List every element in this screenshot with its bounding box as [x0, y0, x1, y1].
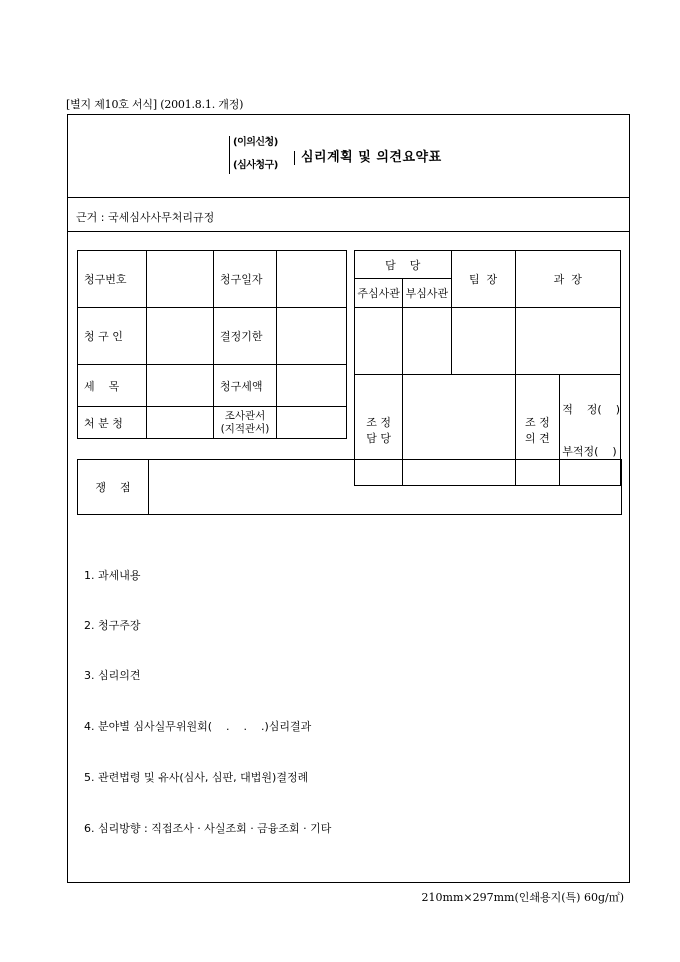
main-examiner-sign[interactable] — [355, 308, 403, 375]
issue-table — [77, 459, 622, 515]
claim-date-label: 청구일자 — [214, 251, 277, 308]
section-chief-sign[interactable] — [515, 308, 620, 375]
proper-option[interactable]: 적 정( ) — [562, 403, 620, 416]
case-info-table — [77, 250, 347, 439]
investigating-office-label-line2: (지적관서) — [220, 422, 270, 435]
investigating-office-label — [214, 407, 277, 439]
adjust-opinion-label-line2: 의 견 — [525, 432, 550, 445]
basis-divider-line — [68, 231, 629, 232]
team-leader-label: 팀 장 — [451, 251, 515, 308]
section-review-direction: 6. 심리방향 : 직접조사 · 사실조회 · 금융조회 · 기타 — [84, 822, 332, 835]
decision-deadline-label: 결정기한 — [214, 308, 277, 365]
issue-value[interactable] — [149, 460, 622, 515]
adjust-opinion-label-line1: 조 정 — [525, 416, 550, 429]
section-claim-assertion: 2. 청구주장 — [84, 619, 141, 632]
approval-table — [354, 250, 621, 486]
claim-tax-amount-label: 청구세액 — [214, 365, 277, 407]
form-frame — [67, 114, 630, 883]
paper-size-note: 210mm×297mm(인쇄용지(특) 60g/㎡) — [421, 891, 624, 904]
page-title-text: 심리계획 및 의견요약표 — [301, 150, 442, 165]
investigating-office-value[interactable] — [277, 407, 347, 439]
title-option-review: (심사청구) — [233, 160, 278, 171]
title-divider-line — [68, 197, 629, 198]
sub-examiner-label: 부심사관 — [403, 279, 451, 308]
sub-examiner-sign[interactable] — [403, 308, 451, 375]
adjust-charge-label-line1: 조 정 — [366, 416, 391, 429]
title-divider — [294, 151, 295, 165]
disposing-office-label: 처 분 청 — [78, 407, 147, 439]
disposing-office-value[interactable] — [147, 407, 214, 439]
section-committee-result: 4. 분야별 심사실무위원회( . . .)심리결과 — [84, 720, 312, 733]
section-chief-label: 과 장 — [515, 251, 620, 308]
decision-deadline-value[interactable] — [277, 308, 347, 365]
basis-text: 근거 : 국세심사사무처리규정 — [76, 211, 215, 224]
investigating-office-label-line1: 조사관서 — [224, 409, 266, 422]
title-area — [68, 115, 629, 197]
title-type-selector — [229, 136, 291, 174]
tax-item-value[interactable] — [147, 365, 214, 407]
improper-option[interactable]: 부적정( ) — [562, 445, 617, 458]
claim-no-value[interactable] — [147, 251, 214, 308]
claim-date-value[interactable] — [277, 251, 347, 308]
team-leader-sign[interactable] — [451, 308, 515, 375]
issue-label: 쟁 점 — [78, 460, 149, 515]
claimant-value[interactable] — [147, 308, 214, 365]
claim-no-label: 청구번호 — [78, 251, 147, 308]
form-number-note: [별지 제10호 서식] (2001.8.1. 개정) — [66, 98, 244, 111]
title-option-objection: (이의신청) — [233, 137, 278, 148]
main-examiner-label: 주심사관 — [355, 279, 403, 308]
adjust-charge-label-line2: 담 당 — [366, 432, 391, 445]
claimant-label: 청 구 인 — [78, 308, 147, 365]
section-related-laws: 5. 관련법령 및 유사(심사, 심판, 대법원)결정례 — [84, 771, 309, 784]
section-review-opinion: 3. 심리의견 — [84, 669, 141, 682]
section-tax-details: 1. 과세내용 — [84, 569, 141, 582]
in-charge-label: 담 당 — [355, 251, 452, 279]
tax-item-label: 세 목 — [78, 365, 147, 407]
page-title — [294, 146, 442, 165]
claim-tax-amount-value[interactable] — [277, 365, 347, 407]
